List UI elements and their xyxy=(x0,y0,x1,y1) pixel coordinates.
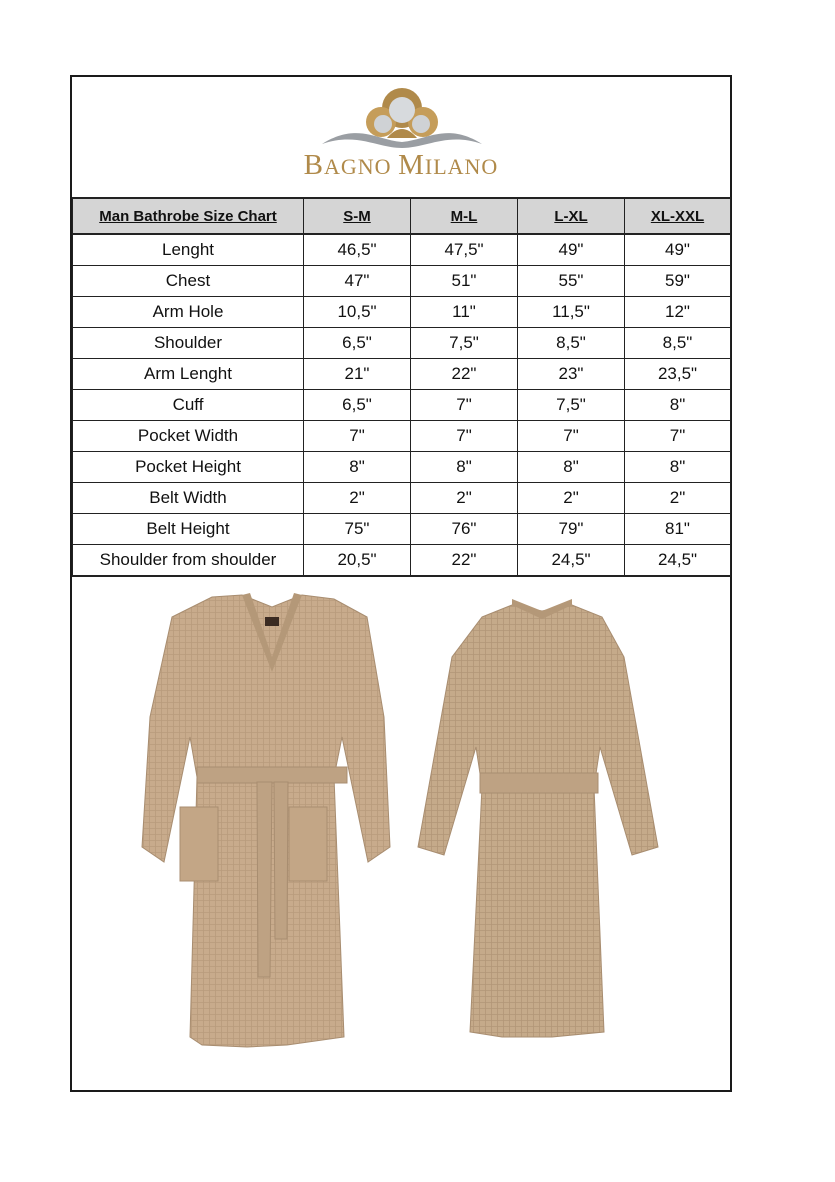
cell-value: 12" xyxy=(625,297,731,328)
cell-value: 7" xyxy=(411,390,518,421)
row-label: Shoulder xyxy=(73,328,304,359)
product-photo-area xyxy=(72,577,730,1090)
table-row xyxy=(73,266,731,297)
cell-value: 8" xyxy=(304,452,411,483)
cell-value: 10,5" xyxy=(304,297,411,328)
table-row xyxy=(73,452,731,483)
cell-value: 7,5" xyxy=(518,390,625,421)
cell-value: 51" xyxy=(411,266,518,297)
cell-value: 7" xyxy=(625,421,731,452)
size-table xyxy=(72,197,731,577)
cell-value: 2" xyxy=(625,483,731,514)
bathrobe-photos xyxy=(72,577,730,1090)
table-title: Man Bathrobe Size Chart xyxy=(73,198,304,234)
cell-value: 8" xyxy=(625,390,731,421)
table-row xyxy=(73,483,731,514)
cell-value: 55" xyxy=(518,266,625,297)
cotton-flower-logo-icon xyxy=(317,82,487,152)
cell-value: 7,5" xyxy=(411,328,518,359)
cell-value: 6,5" xyxy=(304,390,411,421)
row-label: Pocket Width xyxy=(73,421,304,452)
size-chart-frame xyxy=(70,75,732,1092)
table-row xyxy=(73,234,731,266)
cell-value: 23,5" xyxy=(625,359,731,390)
cell-value: 11" xyxy=(411,297,518,328)
row-label: Shoulder from shoulder xyxy=(73,545,304,577)
brand-name: BAGNO MILANO xyxy=(303,149,499,181)
size-header-l-xl: L-XL xyxy=(518,198,625,234)
size-header-xl-xxl: XL-XXL xyxy=(625,198,731,234)
table-row xyxy=(73,390,731,421)
row-label: Pocket Height xyxy=(73,452,304,483)
cell-value: 24,5" xyxy=(625,545,731,577)
row-label: Arm Hole xyxy=(73,297,304,328)
cell-value: 79" xyxy=(518,514,625,545)
cell-value: 2" xyxy=(518,483,625,514)
table-row xyxy=(73,328,731,359)
cell-value: 22" xyxy=(411,545,518,577)
cell-value: 47,5" xyxy=(411,234,518,266)
bathrobe-back-image xyxy=(418,599,658,1037)
cell-value: 7" xyxy=(518,421,625,452)
logo-area xyxy=(72,77,730,197)
cell-value: 8,5" xyxy=(518,328,625,359)
row-label: Arm Lenght xyxy=(73,359,304,390)
cell-value: 8,5" xyxy=(625,328,731,359)
cell-value: 7" xyxy=(304,421,411,452)
row-label: Belt Width xyxy=(73,483,304,514)
row-label: Cuff xyxy=(73,390,304,421)
cell-value: 6,5" xyxy=(304,328,411,359)
cell-value: 2" xyxy=(411,483,518,514)
row-label: Belt Height xyxy=(73,514,304,545)
cell-value: 59" xyxy=(625,266,731,297)
cell-value: 22" xyxy=(411,359,518,390)
cell-value: 49" xyxy=(625,234,731,266)
cell-value: 49" xyxy=(518,234,625,266)
table-row xyxy=(73,359,731,390)
cell-value: 23" xyxy=(518,359,625,390)
cell-value: 8" xyxy=(518,452,625,483)
table-row xyxy=(73,421,731,452)
cell-value: 7" xyxy=(411,421,518,452)
table-row xyxy=(73,514,731,545)
cell-value: 75" xyxy=(304,514,411,545)
size-header-m-l: M-L xyxy=(411,198,518,234)
cell-value: 8" xyxy=(625,452,731,483)
table-row xyxy=(73,297,731,328)
table-header-row xyxy=(73,198,731,234)
cell-value: 2" xyxy=(304,483,411,514)
cell-value: 20,5" xyxy=(304,545,411,577)
cell-value: 46,5" xyxy=(304,234,411,266)
cell-value: 24,5" xyxy=(518,545,625,577)
table-row xyxy=(73,545,731,577)
row-label: Chest xyxy=(73,266,304,297)
cell-value: 21" xyxy=(304,359,411,390)
row-label: Lenght xyxy=(73,234,304,266)
size-header-s-m: S-M xyxy=(304,198,411,234)
cell-value: 76" xyxy=(411,514,518,545)
bathrobe-front-image xyxy=(142,593,390,1047)
cell-value: 8" xyxy=(411,452,518,483)
cell-value: 11,5" xyxy=(518,297,625,328)
cell-value: 47" xyxy=(304,266,411,297)
cell-value: 81" xyxy=(625,514,731,545)
